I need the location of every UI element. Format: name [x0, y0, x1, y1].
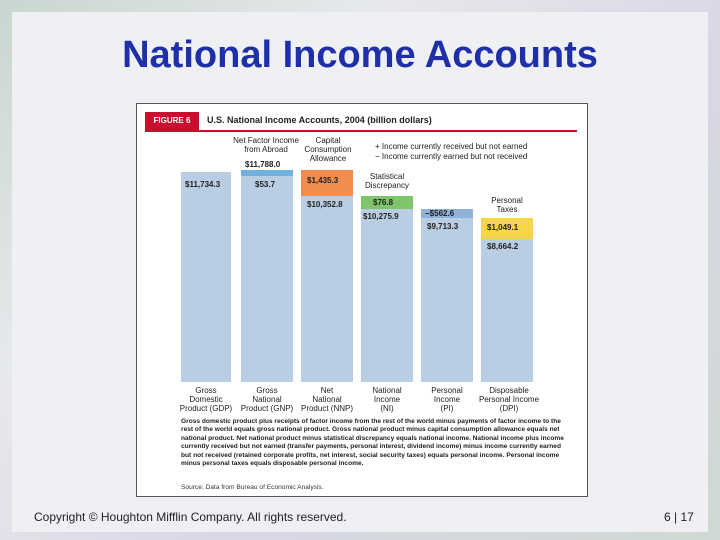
transfers-value: −$562.6 [425, 209, 455, 218]
figure-title: U.S. National Income Accounts, 2004 (billion dollars) [207, 115, 432, 125]
statistical-value: $76.8 [373, 198, 394, 207]
gdp-value: $11,734.3 [185, 180, 221, 189]
dpi-label: Disposable Personal Income (DPI) [478, 386, 540, 413]
page-number: 6 | 17 [664, 510, 694, 524]
figure-source: Source: Data from Bureau of Economic Analysis. [181, 484, 324, 491]
ni-label: National Income (NI) [372, 386, 402, 413]
pi-bar [421, 218, 473, 382]
capital-annotation: Capital Consumption Allowance [304, 136, 352, 163]
nnp-value: $10,352.8 [307, 200, 343, 209]
statistical-annotation: Statistical Discrepancy [364, 172, 409, 190]
nnp-bar [301, 196, 353, 382]
earned-annotation: − Income currently earned but not received [375, 152, 528, 161]
capital-value: $1,435.3 [307, 176, 339, 185]
net-factor-annotation: Net Factor Income from Abroad [233, 136, 299, 154]
ni-bar [361, 209, 413, 382]
slide-title: National Income Accounts [122, 34, 598, 76]
ni-value: $10,275.9 [363, 212, 399, 221]
gnp-value: $11,788.0 [245, 160, 281, 169]
gnp-bar [241, 170, 293, 382]
taxes-value: $1,049.1 [487, 223, 519, 232]
dpi-value: $8,664.2 [487, 242, 519, 251]
nnp-label: Net National Product (NNP) [300, 386, 353, 413]
received-annotation: + Income currently received but not earned [375, 142, 528, 151]
gdp-label: Gross Domestic Product (GDP) [179, 386, 233, 413]
figure-panel [136, 103, 588, 497]
figure-caption: Gross domestic product plus receipts of factor income from the rest of the world minus payments of factor income to the rest of the world equals gross national product. Gross national product minus capital consumption allowance equals net national product. Net national product minus statistical discrepancy equals national income. National income plus income currently received but not earned (transfer payments, personal interest, dividend income) minus income currently earned but not received (retained corporate profits, net interest, social security taxes) equals personal income. Personal income minus personal taxes equals disposable personal income. [181, 418, 564, 468]
gnp-label: Gross National Product (GNP) [240, 386, 294, 413]
net-factor-value: $53.7 [255, 180, 276, 189]
dpi-bar [481, 239, 533, 382]
pi-value: $9,713.3 [427, 222, 459, 231]
figure-tag: FIGURE 6 [145, 112, 199, 130]
taxes-annotation: Personal Taxes [491, 196, 523, 214]
copyright: Copyright © Houghton Mifflin Company. All rights reserved. [34, 510, 347, 524]
net-factor-segment [241, 170, 293, 176]
figure-header [145, 112, 577, 132]
gdp-bar [181, 172, 231, 382]
pi-label: Personal Income (PI) [431, 386, 463, 413]
